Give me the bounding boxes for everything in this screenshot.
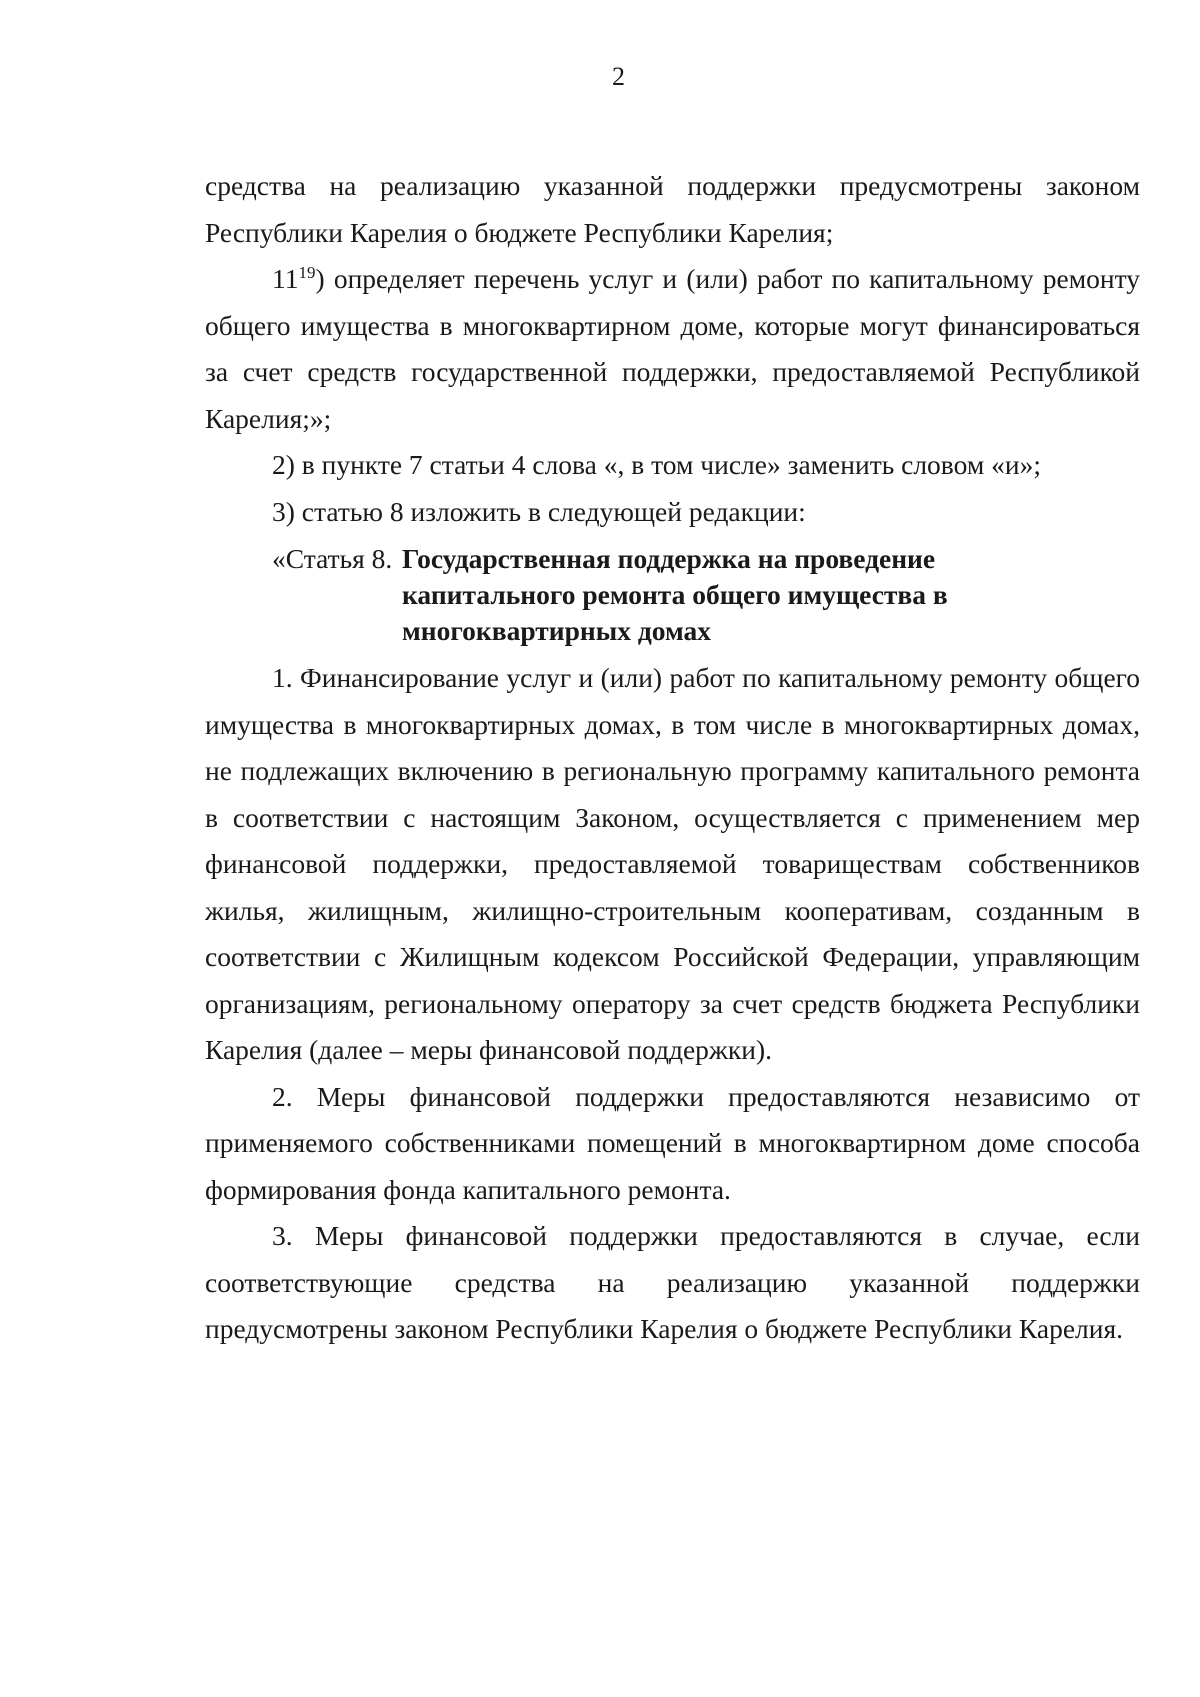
- paragraph-item-11-19: [205, 256, 1140, 442]
- paragraph-amendment-3: 3) статью 8 изложить в следующей редакции:: [272, 495, 806, 527]
- paragraph-continuation: средства на реализацию указанной поддержки предусмотрены законом Республики Карелия о бюджете Республики Карелия;: [205, 170, 1140, 248]
- clause-3: 3. Меры финансовой поддержки предоставляются в случае, если соответствующие средства на реализацию указанной поддержки предусмотрены законом Республики Карелия о бюджете Республики Карелия.: [205, 1220, 1140, 1344]
- article-label: «Статья 8.: [272, 543, 393, 574]
- item-text: ) определяет перечень услуг и (или) работ по капитальному ремонту общего имущества в многоквартирном доме, которые могут финансироваться за счет средств государственной поддержки, предоставляемой Республикой Карелия;»;: [205, 263, 1140, 434]
- clause-2: 2. Меры финансовой поддержки предоставляются независимо от применяемого собственниками помещений в многоквартирном доме способа формирования фонда капитального ремонта.: [205, 1080, 1140, 1205]
- clause-1: 1. Финансирование услуг и (или) работ по капитальному ремонту общего имущества в многоквартирных домах, в том числе в многоквартирных домах, не подлежащих включению в региональную программу капитального ремонта в соответствии с настоящим Законом, осуществляется с применением мер финансовой поддержки, предоставляемой товариществам собственников жилья, жилищным, жилищно-строительным кооперативам, созданным в соответствии с Жилищным кодексом Российской Федерации, управляющим организациям, региональному оператору за счет средств бюджета Республики Карелия (далее – меры финансовой поддержки).: [205, 662, 1140, 1065]
- page-number: 2: [612, 62, 625, 91]
- article-heading: [205, 541, 1140, 649]
- item-number: 11: [272, 263, 299, 294]
- item-superscript: 19: [298, 262, 316, 282]
- article-title: Государственная поддержка на проведение капитального ремонта общего имущества в многоквартирных домах: [402, 543, 948, 646]
- paragraph-amendment-2: 2) в пункте 7 статьи 4 слова «, в том числе» заменить словом «и»;: [272, 449, 1041, 480]
- document-body: [205, 163, 1140, 1353]
